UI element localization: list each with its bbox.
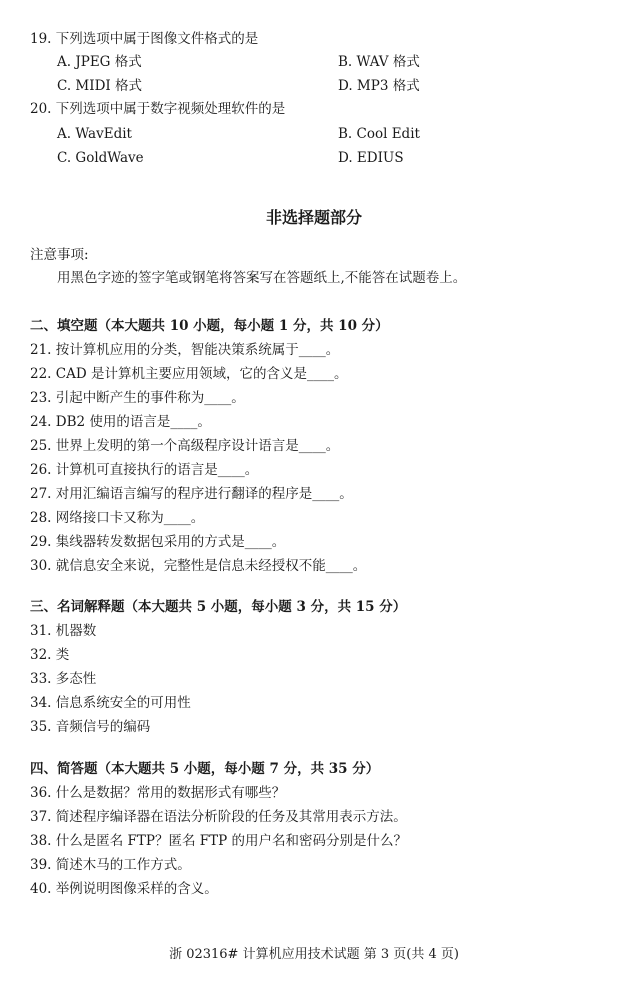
fill-item-22: 22. CAD 是计算机主要应用领域，它的含义是____。 <box>30 366 348 382</box>
short-section-heading: 四、简答题（本大题共 5 小题，每小题 7 分，共 35 分） <box>30 761 380 777</box>
fill-item-27: 27. 对用汇编语言编写的程序进行翻译的程序是____。 <box>30 486 353 502</box>
short-item-40: 40. 举例说明图像采样的含义。 <box>30 881 218 897</box>
part-title: 非选择题部分 <box>265 208 362 227</box>
notes-body: 用黑色字迹的签字笔或钢笔将答案写在答题纸上,不能答在试题卷上。 <box>57 270 467 286</box>
question-20-option-b: B. Cool Edit <box>338 126 420 142</box>
short-item-39: 39. 简述木马的工作方式。 <box>30 857 191 873</box>
fill-item-28: 28. 网络接口卡又称为____。 <box>30 510 205 526</box>
term-item-33: 33. 多态性 <box>30 671 97 687</box>
question-19-stem: 19. 下列选项中属于图像文件格式的是 <box>30 31 259 47</box>
short-item-38: 38. 什么是匿名 FTP？匿名 FTP 的用户名和密码分别是什么？ <box>30 833 408 849</box>
question-19-option-a: A. JPEG 格式 <box>57 54 142 70</box>
question-19-option-c: C. MIDI 格式 <box>57 78 143 94</box>
short-item-36: 36. 什么是数据？常用的数据形式有哪些？ <box>30 785 286 801</box>
question-20-option-c: C. GoldWave <box>57 150 144 166</box>
question-19-option-d: D. MP3 格式 <box>338 78 420 94</box>
question-19-option-b: B. WAV 格式 <box>338 54 420 70</box>
fill-item-26: 26. 计算机可直接执行的语言是____。 <box>30 462 259 478</box>
question-20-stem: 20. 下列选项中属于数字视频处理软件的是 <box>30 101 286 117</box>
fill-item-30: 30. 就信息安全来说，完整性是信息未经授权不能____。 <box>30 558 367 574</box>
question-20-option-a: A. WavEdit <box>57 126 132 142</box>
notes-heading: 注意事项: <box>30 247 89 263</box>
fill-item-29: 29. 集线器转发数据包采用的方式是____。 <box>30 534 286 550</box>
term-item-32: 32. 类 <box>30 647 70 663</box>
short-item-37: 37. 简述程序编译器在语法分析阶段的任务及其常用表示方法。 <box>30 809 407 825</box>
question-20-option-d: D. EDIUS <box>338 150 404 166</box>
terms-section-heading: 三、名词解释题（本大题共 5 小题，每小题 3 分，共 15 分） <box>30 599 407 615</box>
fill-item-21: 21. 按计算机应用的分类，智能决策系统属于____。 <box>30 342 340 358</box>
fill-item-24: 24. DB2 使用的语言是____。 <box>30 414 211 430</box>
term-item-34: 34. 信息系统安全的可用性 <box>30 695 191 711</box>
term-item-31: 31. 机器数 <box>30 623 97 639</box>
fill-section-heading: 二、填空题（本大题共 10 小题，每小题 1 分，共 10 分） <box>30 318 389 334</box>
page-footer: 浙 02316# 计算机应用技术试题 第 3 页(共 4 页) <box>169 947 459 962</box>
fill-item-25: 25. 世界上发明的第一个高级程序设计语言是____。 <box>30 438 340 454</box>
fill-item-23: 23. 引起中断产生的事件称为____。 <box>30 390 245 406</box>
term-item-35: 35. 音频信号的编码 <box>30 719 151 735</box>
